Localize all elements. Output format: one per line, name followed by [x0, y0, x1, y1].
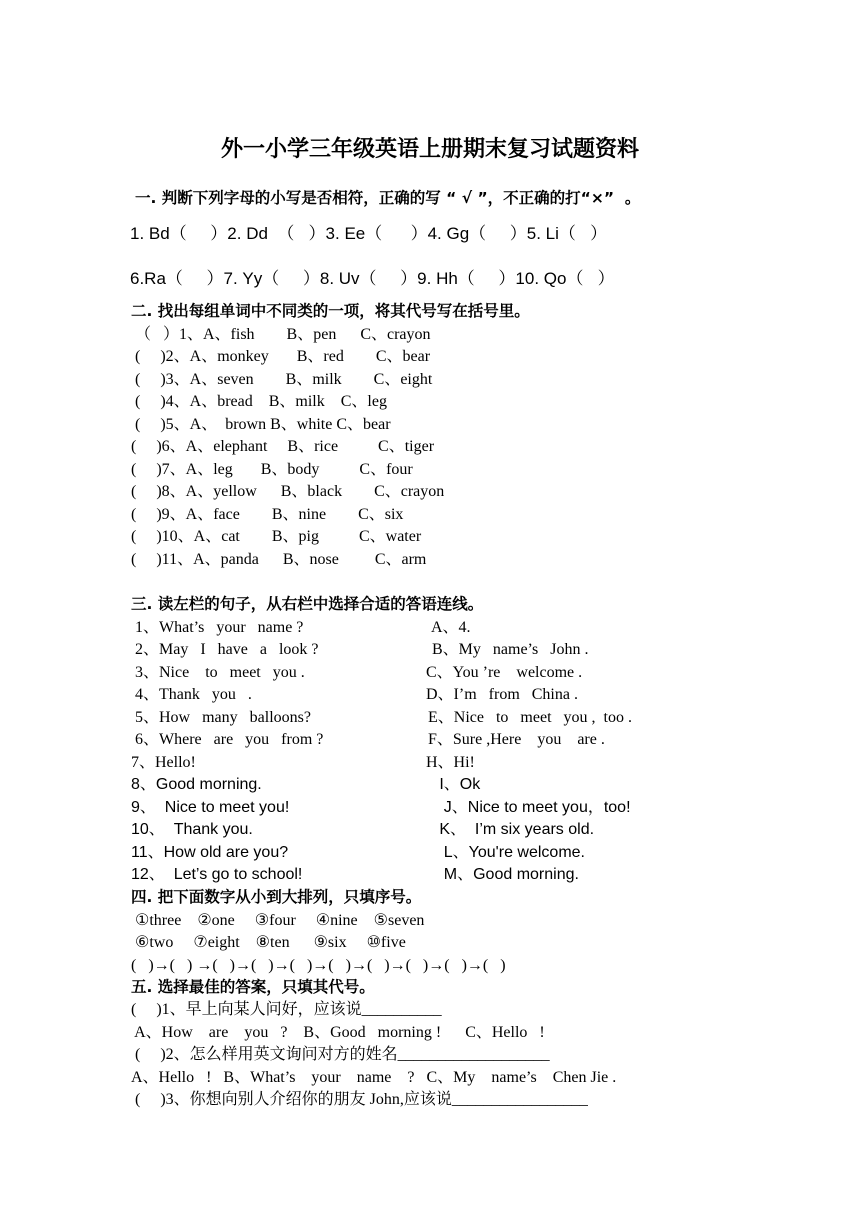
left-sentence: 7、Hello!: [131, 754, 196, 771]
section1-row1: 1. Bd（ ）2. Dd （ ）3. Ee（ ）4. Gg（ ）5. Li（ ）: [130, 224, 608, 243]
left-sentence: 8、Good morning.: [131, 776, 262, 793]
list-item: ( )7、A、leg B、body C、four: [131, 461, 413, 478]
left-sentence: 5、How many balloons?: [131, 709, 311, 726]
section5-heading: 五. 选择最佳的答案，只填其代号。: [131, 978, 375, 996]
left-sentence: 1、What’s your name ?: [131, 619, 304, 636]
list-item: ( )11、A、panda B、nose C、arm: [131, 551, 427, 568]
section3-heading: 三. 读左栏的句子，从右栏中选择合适的答语连线。: [131, 595, 484, 613]
left-sentence: 11、How old are you?: [131, 844, 289, 861]
right-answer: K、 I’m six years old.: [426, 821, 595, 838]
question-line: ( )2、怎么样用英文询问对方的姓名___________________: [131, 1046, 550, 1063]
list-item: ( )6、A、elephant B、rice C、tiger: [131, 438, 435, 455]
left-sentence: 4、Thank you .: [131, 686, 252, 703]
number-words-row2: ⑥two ⑦eight ⑧ten ⑨six ⑩five: [131, 934, 406, 951]
right-answer: C、You ’re welcome .: [426, 664, 583, 681]
list-item: ( )3、A、seven B、milk C、eight: [131, 371, 433, 388]
list-item: ( )10、A、cat B、pig C、water: [131, 528, 422, 545]
list-item: ( )9、A、face B、nine C、six: [131, 506, 404, 523]
right-answer: D、I’m from China .: [426, 686, 578, 703]
question-line: A、How are you ? B、Good morning ! C、Hello !: [131, 1024, 545, 1041]
right-answer: L、You're welcome.: [426, 844, 585, 861]
list-item: ( )4、A、bread B、milk C、leg: [131, 393, 387, 410]
right-answer: A、4.: [431, 619, 471, 636]
left-sentence: 10、 Thank you.: [131, 821, 253, 838]
section1-row2: 6.Ra（ ）7. Yy（ ）8. Uv（ ）9. Hh（ ）10. Qo（ ）: [130, 269, 615, 288]
left-sentence: 6、Where are you from ?: [131, 731, 324, 748]
question-line: ( )3、你想向别人介绍你的朋友 John,应该说_________________: [131, 1091, 588, 1108]
list-item: ( )2、A、monkey B、red C、bear: [131, 348, 431, 365]
left-sentence: 2、May I have a look ?: [131, 641, 319, 658]
number-words-row1: ①three ②one ③four ④nine ⑤seven: [131, 912, 425, 929]
list-item: ( )5、A、 brown B、white C、bear: [131, 416, 391, 433]
list-item: ( )8、A、yellow B、black C、crayon: [131, 483, 445, 500]
right-answer: M、Good morning.: [426, 866, 579, 883]
list-item: （ ）1、A、fish B、pen C、crayon: [131, 326, 431, 343]
right-answer: I、Ok: [426, 776, 481, 793]
left-sentence: 3、Nice to meet you .: [131, 664, 305, 681]
left-sentence: 9、 Nice to meet you!: [131, 799, 290, 816]
left-sentence: 12、 Let’s go to school!: [131, 866, 303, 883]
section2-heading: 二. 找出每组单词中不同类的一项，将其代号写在括号里。: [131, 302, 530, 320]
question-line: A、Hello ! B、What’s your name ? C、My name’s Chen Jie .: [131, 1069, 617, 1086]
question-line: ( )1、早上向某人问好，应该说__________: [131, 1001, 442, 1018]
section4-heading: 四. 把下面数字从小到大排列，只填序号。: [131, 888, 422, 906]
ordering-blanks: ( )→( ) →( )→( )→( )→( )→( )→( )→( )→( ): [131, 957, 506, 974]
right-answer: H、Hi!: [426, 754, 475, 771]
section1-heading: 一. 判断下列字母的小写是否相符，正确的写 “ √ ”，不正确的打“×” 。: [135, 189, 641, 207]
page-title: 外一小学三年级英语上册期末复习试题资料: [220, 137, 639, 162]
right-answer: J、Nice to meet you，too!: [426, 799, 631, 816]
right-answer: B、My name’s John .: [428, 641, 589, 658]
right-answer: E、Nice to meet you , too .: [424, 709, 632, 726]
right-answer: F、Sure ,Here you are .: [424, 731, 605, 748]
